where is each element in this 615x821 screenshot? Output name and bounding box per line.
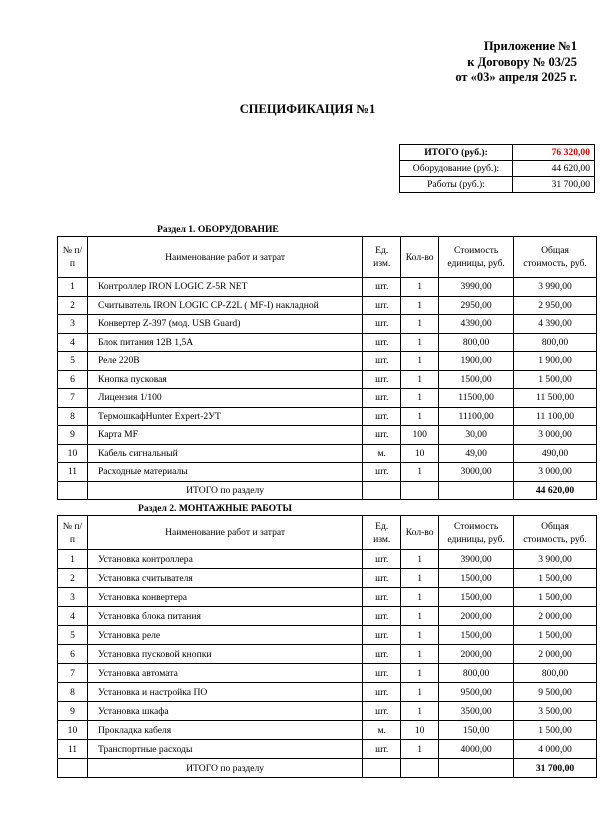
table-row bbox=[58, 463, 597, 482]
empty-cell bbox=[363, 759, 401, 778]
empty-cell bbox=[401, 759, 439, 778]
item-unit: шт. bbox=[363, 315, 401, 334]
item-total: 1 500,00 bbox=[514, 721, 597, 740]
item-name: Кабель сигнальный bbox=[87, 444, 362, 463]
item-qty: 100 bbox=[401, 426, 439, 445]
item-unit: шт. bbox=[363, 683, 401, 702]
item-name: Установка автомата bbox=[87, 664, 362, 683]
summary-table bbox=[399, 144, 595, 193]
item-qty: 1 bbox=[401, 645, 439, 664]
item-qty: 1 bbox=[401, 740, 439, 759]
item-qty: 1 bbox=[401, 569, 439, 588]
item-name: Лицензия 1/100 bbox=[87, 389, 362, 408]
item-price: 150,00 bbox=[439, 721, 514, 740]
table-row bbox=[58, 278, 597, 297]
item-unit: шт. bbox=[363, 607, 401, 626]
item-unit: шт. bbox=[363, 370, 401, 389]
total-label: ИТОГО (руб.): bbox=[400, 145, 513, 161]
item-name: Карта MF bbox=[87, 426, 362, 445]
works-label: Работы (руб.): bbox=[400, 177, 513, 193]
item-qty: 1 bbox=[401, 315, 439, 334]
section-total-value: 31 700,00 bbox=[514, 759, 597, 778]
table-row bbox=[58, 550, 597, 569]
section-total-label: ИТОГО по разделу bbox=[87, 481, 362, 500]
equipment-value: 44 620,00 bbox=[513, 161, 595, 177]
empty-cell bbox=[363, 481, 401, 500]
item-name: Расходные материалы bbox=[87, 463, 362, 482]
item-total: 1 500,00 bbox=[514, 569, 597, 588]
table-header-row bbox=[58, 237, 597, 278]
table-row bbox=[58, 333, 597, 352]
item-qty: 1 bbox=[401, 463, 439, 482]
summary-row-works bbox=[400, 177, 595, 193]
item-qty: 1 bbox=[401, 352, 439, 371]
summary-row-total bbox=[400, 145, 595, 161]
empty-cell bbox=[58, 481, 88, 500]
col-name-header: Наименование работ и затрат bbox=[87, 237, 362, 278]
row-number: 6 bbox=[58, 645, 88, 664]
item-total: 3 500,00 bbox=[514, 702, 597, 721]
item-qty: 1 bbox=[401, 389, 439, 408]
table-row bbox=[58, 426, 597, 445]
item-qty: 1 bbox=[401, 550, 439, 569]
row-number: 2 bbox=[58, 296, 88, 315]
item-qty: 1 bbox=[401, 296, 439, 315]
item-name: ТермошкафHunter Expert-2УТ bbox=[87, 407, 362, 426]
item-name: Установка считывателя bbox=[87, 569, 362, 588]
works-value: 31 700,00 bbox=[513, 177, 595, 193]
item-total: 11 100,00 bbox=[514, 407, 597, 426]
item-unit: шт. bbox=[363, 664, 401, 683]
table-row bbox=[58, 740, 597, 759]
item-unit: шт. bbox=[363, 702, 401, 721]
table-row bbox=[58, 664, 597, 683]
item-unit: шт. bbox=[363, 740, 401, 759]
item-price: 1500,00 bbox=[439, 370, 514, 389]
item-total: 490,00 bbox=[514, 444, 597, 463]
empty-cell bbox=[439, 759, 514, 778]
section-total-row bbox=[58, 759, 597, 778]
item-total: 11 500,00 bbox=[514, 389, 597, 408]
col-num-header: № п/п bbox=[58, 516, 88, 550]
empty-cell bbox=[401, 481, 439, 500]
row-number: 11 bbox=[58, 463, 88, 482]
item-price: 800,00 bbox=[439, 664, 514, 683]
item-total: 4 390,00 bbox=[514, 315, 597, 334]
item-unit: шт. bbox=[363, 389, 401, 408]
item-unit: шт. bbox=[363, 352, 401, 371]
item-name: Блок питания 12В 1,5А bbox=[87, 333, 362, 352]
table-row bbox=[58, 645, 597, 664]
row-number: 1 bbox=[58, 550, 88, 569]
item-name: Транспортные расходы bbox=[87, 740, 362, 759]
item-total: 800,00 bbox=[514, 333, 597, 352]
item-total: 9 500,00 bbox=[514, 683, 597, 702]
item-qty: 1 bbox=[401, 278, 439, 297]
item-name: Установка блока питания bbox=[87, 607, 362, 626]
item-unit: шт. bbox=[363, 645, 401, 664]
item-total: 1 500,00 bbox=[514, 370, 597, 389]
table-row bbox=[58, 588, 597, 607]
section-total-label: ИТОГО по разделу bbox=[87, 759, 362, 778]
col-qty-header: Кол-во bbox=[401, 516, 439, 550]
row-number: 10 bbox=[58, 721, 88, 740]
row-number: 6 bbox=[58, 370, 88, 389]
item-total: 1 500,00 bbox=[514, 588, 597, 607]
section2-title: Раздел 2. МОНТАЖНЫЕ РАБОТЫ bbox=[138, 503, 292, 514]
item-total: 3 000,00 bbox=[514, 426, 597, 445]
item-name: Конвертер Z-397 (мод. USB Guard) bbox=[87, 315, 362, 334]
table-row bbox=[58, 296, 597, 315]
item-price: 11100,00 bbox=[439, 407, 514, 426]
col-qty-header: Кол-во bbox=[401, 237, 439, 278]
empty-cell bbox=[439, 481, 514, 500]
item-price: 3990,00 bbox=[439, 278, 514, 297]
row-number: 4 bbox=[58, 607, 88, 626]
item-name: Установка контроллера bbox=[87, 550, 362, 569]
item-unit: шт. bbox=[363, 626, 401, 645]
item-name: Установка реле bbox=[87, 626, 362, 645]
item-name: Кнопка пусковая bbox=[87, 370, 362, 389]
col-name-header: Наименование работ и затрат bbox=[87, 516, 362, 550]
table-row bbox=[58, 370, 597, 389]
item-price: 800,00 bbox=[439, 333, 514, 352]
section-total-value: 44 620,00 bbox=[514, 481, 597, 500]
col-total-header: Общая стоимость, руб. bbox=[514, 516, 597, 550]
item-price: 2950,00 bbox=[439, 296, 514, 315]
table-row bbox=[58, 569, 597, 588]
row-number: 3 bbox=[58, 315, 88, 334]
item-qty: 1 bbox=[401, 407, 439, 426]
appendix-label: Приложение №1 bbox=[483, 39, 577, 53]
item-unit: м. bbox=[363, 721, 401, 740]
item-price: 1500,00 bbox=[439, 588, 514, 607]
item-price: 30,00 bbox=[439, 426, 514, 445]
table-row bbox=[58, 315, 597, 334]
item-name: Контроллер IRON LOGIC Z-5R NET bbox=[87, 278, 362, 297]
item-price: 4390,00 bbox=[439, 315, 514, 334]
item-price: 2000,00 bbox=[439, 607, 514, 626]
contract-header bbox=[455, 39, 577, 86]
works-table bbox=[57, 515, 597, 778]
col-num-header: № п/п bbox=[58, 237, 88, 278]
item-unit: шт. bbox=[363, 333, 401, 352]
item-name: Реле 220В bbox=[87, 352, 362, 371]
item-total: 800,00 bbox=[514, 664, 597, 683]
item-qty: 1 bbox=[401, 702, 439, 721]
item-qty: 10 bbox=[401, 444, 439, 463]
table-row bbox=[58, 444, 597, 463]
row-number: 7 bbox=[58, 389, 88, 408]
row-number: 9 bbox=[58, 426, 88, 445]
equipment-table bbox=[57, 236, 597, 500]
section-total-row bbox=[58, 481, 597, 500]
summary-row-equipment bbox=[400, 161, 595, 177]
row-number: 1 bbox=[58, 278, 88, 297]
item-name: Прокладка кабеля bbox=[87, 721, 362, 740]
item-total: 4 000,00 bbox=[514, 740, 597, 759]
row-number: 10 bbox=[58, 444, 88, 463]
item-name: Установка пусковой кнопки bbox=[87, 645, 362, 664]
table-row bbox=[58, 607, 597, 626]
item-total: 2 000,00 bbox=[514, 645, 597, 664]
item-price: 3500,00 bbox=[439, 702, 514, 721]
table-row bbox=[58, 352, 597, 371]
item-total: 1 900,00 bbox=[514, 352, 597, 371]
col-unit-header: Ед. изм. bbox=[363, 516, 401, 550]
item-name: Считыватель IRON LOGIC CP-Z2L ( MF-I) накладной bbox=[87, 296, 362, 315]
col-price-header: Стоимость единицы, руб. bbox=[439, 516, 514, 550]
row-number: 2 bbox=[58, 569, 88, 588]
item-total: 3 900,00 bbox=[514, 550, 597, 569]
row-number: 5 bbox=[58, 626, 88, 645]
col-unit-header: Ед. изм. bbox=[363, 237, 401, 278]
table-row bbox=[58, 407, 597, 426]
row-number: 9 bbox=[58, 702, 88, 721]
contract-date: от «03» апреля 2025 г. bbox=[455, 70, 577, 84]
item-price: 49,00 bbox=[439, 444, 514, 463]
item-price: 1500,00 bbox=[439, 569, 514, 588]
item-unit: шт. bbox=[363, 463, 401, 482]
table-row bbox=[58, 721, 597, 740]
item-total: 3 990,00 bbox=[514, 278, 597, 297]
table-row bbox=[58, 702, 597, 721]
page-title: СПЕЦИФИКАЦИЯ №1 bbox=[239, 102, 376, 116]
item-unit: шт. bbox=[363, 278, 401, 297]
item-unit: шт. bbox=[363, 426, 401, 445]
item-qty: 10 bbox=[401, 721, 439, 740]
item-price: 3000,00 bbox=[439, 463, 514, 482]
item-price: 9500,00 bbox=[439, 683, 514, 702]
item-price: 11500,00 bbox=[439, 389, 514, 408]
item-unit: м. bbox=[363, 444, 401, 463]
item-qty: 1 bbox=[401, 333, 439, 352]
item-unit: шт. bbox=[363, 588, 401, 607]
item-qty: 1 bbox=[401, 607, 439, 626]
row-number: 3 bbox=[58, 588, 88, 607]
equipment-label: Оборудование (руб.): bbox=[400, 161, 513, 177]
item-name: Установка шкафа bbox=[87, 702, 362, 721]
total-value: 76 320,00 bbox=[513, 145, 595, 161]
table-row bbox=[58, 626, 597, 645]
item-qty: 1 bbox=[401, 588, 439, 607]
item-name: Установка конвертера bbox=[87, 588, 362, 607]
item-price: 2000,00 bbox=[439, 645, 514, 664]
row-number: 11 bbox=[58, 740, 88, 759]
item-name: Установка и настройка ПО bbox=[87, 683, 362, 702]
col-total-header: Общая стоимость, руб. bbox=[514, 237, 597, 278]
table-header-row bbox=[58, 516, 597, 550]
table-row bbox=[58, 683, 597, 702]
item-unit: шт. bbox=[363, 569, 401, 588]
item-unit: шт. bbox=[363, 407, 401, 426]
row-number: 5 bbox=[58, 352, 88, 371]
item-unit: шт. bbox=[363, 550, 401, 569]
row-number: 7 bbox=[58, 664, 88, 683]
row-number: 8 bbox=[58, 683, 88, 702]
empty-cell bbox=[58, 759, 88, 778]
item-unit: шт. bbox=[363, 296, 401, 315]
item-price: 1500,00 bbox=[439, 626, 514, 645]
item-total: 2 950,00 bbox=[514, 296, 597, 315]
item-price: 4000,00 bbox=[439, 740, 514, 759]
item-qty: 1 bbox=[401, 626, 439, 645]
item-price: 1900,00 bbox=[439, 352, 514, 371]
item-qty: 1 bbox=[401, 664, 439, 683]
item-price: 3900,00 bbox=[439, 550, 514, 569]
item-total: 3 000,00 bbox=[514, 463, 597, 482]
row-number: 4 bbox=[58, 333, 88, 352]
item-qty: 1 bbox=[401, 370, 439, 389]
table-row bbox=[58, 389, 597, 408]
item-total: 2 000,00 bbox=[514, 607, 597, 626]
col-price-header: Стоимость единицы, руб. bbox=[439, 237, 514, 278]
contract-number: к Договору № 03/25 bbox=[467, 54, 577, 69]
section1-title: Раздел 1. ОБОРУДОВАНИЕ bbox=[157, 224, 279, 235]
row-number: 8 bbox=[58, 407, 88, 426]
item-total: 1 500,00 bbox=[514, 626, 597, 645]
item-qty: 1 bbox=[401, 683, 439, 702]
